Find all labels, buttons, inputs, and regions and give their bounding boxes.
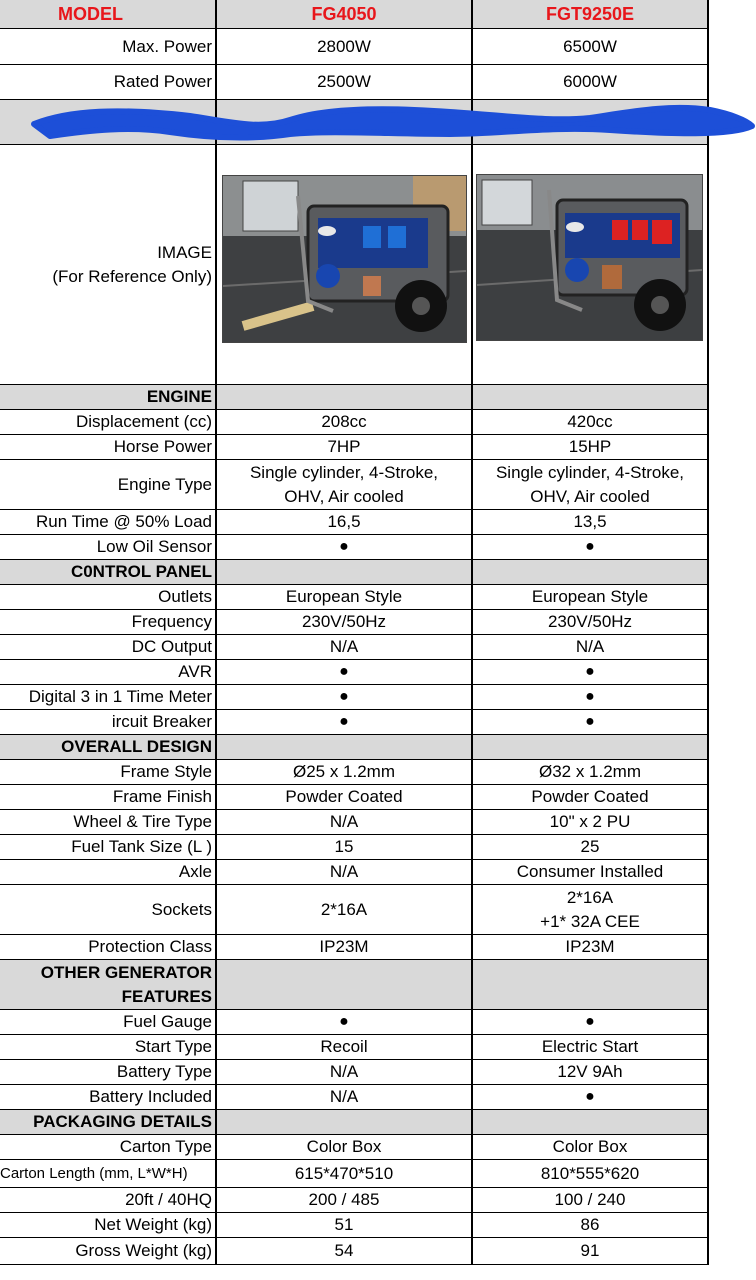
value-a: 15 [217,835,473,859]
table-row [0,660,709,685]
value-b: 25 [473,835,709,859]
bullet-b: ● [473,710,709,734]
table-row [0,860,709,885]
value-line: Single cylinder, 4-Stroke, [495,462,685,482]
bullet-a: ● [217,685,473,709]
section-overall-design [0,735,709,760]
value-b: Electric Start [473,1035,709,1059]
table-row [0,1035,709,1060]
section-title [0,960,217,1009]
value-b: IP23M [473,935,709,959]
section-packaging [0,1110,709,1135]
value-b: 91 [473,1238,709,1264]
row-label: Carton Length (mm, L*W*H) [0,1160,217,1187]
table-row [0,785,709,810]
empty-cell [217,960,473,1009]
value-line: +1* 32A CEE [540,911,640,931]
generator-b-photo [476,174,703,341]
value-b: 100 / 240 [473,1188,709,1212]
value-b: Ø32 x 1.2mm [473,760,709,784]
value-b: 6000W [473,65,709,99]
value-b: 86 [473,1213,709,1237]
table-row [0,935,709,960]
value-line: OHV, Air cooled [530,486,650,506]
empty-cell [473,960,709,1009]
row-label: Outlets [0,585,217,609]
table-row [0,460,709,510]
section-title-line: FEATURES [121,987,212,1006]
value-a: N/A [217,810,473,834]
value-a: Powder Coated [217,785,473,809]
row-label: Start Type [0,1035,217,1059]
value-b: Color Box [473,1135,709,1159]
value-b: 810*555*620 [473,1160,709,1187]
row-label: Frame Style [0,760,217,784]
value-a: 7HP [217,435,473,459]
value-a: 230V/50Hz [217,610,473,634]
table-row [0,1060,709,1085]
value-b: Powder Coated [473,785,709,809]
table-row [0,885,709,935]
table-row [0,510,709,535]
value-b: 15HP [473,435,709,459]
bullet-a: ● [217,535,473,559]
value-a: 54 [217,1238,473,1264]
table-row [0,610,709,635]
value-a: IP23M [217,935,473,959]
row-label: Digital 3 in 1 Time Meter [0,685,217,709]
row-label: Fuel Gauge [0,1010,217,1034]
model-b-name: FGT9250E [473,0,709,28]
table-row [0,1188,709,1213]
bullet-b: ● [473,1010,709,1034]
header-row [0,0,709,29]
generator-a-photo [222,175,467,343]
row-label: Battery Type [0,1060,217,1084]
section-engine [0,385,709,410]
value-a: 2800W [217,29,473,64]
value-a: 16,5 [217,510,473,534]
value-a: 2*16A [217,885,473,934]
value-a: N/A [217,860,473,884]
value-b: 10" x 2 PU [473,810,709,834]
table-row [0,635,709,660]
value-a: 2500W [217,65,473,99]
table-row [0,585,709,610]
value-a [217,460,473,509]
row-label: 20ft / 40HQ [0,1188,217,1212]
value-b: 6500W [473,29,709,64]
row-label: Horse Power [0,435,217,459]
row-label: Frequency [0,610,217,634]
value-a: 200 / 485 [217,1188,473,1212]
table-row [0,1238,709,1265]
value-b: Consumer Installed [473,860,709,884]
empty-cell [473,1110,709,1134]
bullet-a: ● [217,660,473,684]
row-label: Fuel Tank Size (L ) [0,835,217,859]
empty-cell [217,560,473,584]
bullet-b: ● [473,1085,709,1109]
row-label: Carton Type [0,1135,217,1159]
redaction-scribble [30,100,756,146]
empty-cell [473,385,709,409]
bullet-b: ● [473,685,709,709]
value-b: 13,5 [473,510,709,534]
value-a: European Style [217,585,473,609]
bullet-b: ● [473,660,709,684]
table-row [0,410,709,435]
section-title: C0NTROL PANEL [0,560,217,584]
table-row [0,710,709,735]
image-cell-a [217,145,473,384]
section-control-panel [0,560,709,585]
row-label: Net Weight (kg) [0,1213,217,1237]
bullet-a: ● [217,710,473,734]
section-title: OVERALL DESIGN [0,735,217,759]
empty-cell [473,560,709,584]
value-b: 230V/50Hz [473,610,709,634]
value-line: Single cylinder, 4-Stroke, [249,462,439,482]
table-row [0,835,709,860]
value-b: N/A [473,635,709,659]
table-row [0,1160,709,1188]
section-title: PACKAGING DETAILS [0,1110,217,1134]
table-row [0,810,709,835]
image-cell-b [473,145,709,384]
image-label-line1: IMAGE [157,242,212,262]
empty-cell [473,735,709,759]
empty-cell [217,1110,473,1134]
value-a: N/A [217,1085,473,1109]
table-row [0,1213,709,1238]
row-label: Low Oil Sensor [0,535,217,559]
section-other-features [0,960,709,1010]
value-b: 420cc [473,410,709,434]
row-label: ircuit Breaker [0,710,217,734]
row-label: Engine Type [0,460,217,509]
value-b: European Style [473,585,709,609]
row-label: Sockets [0,885,217,934]
table-row [0,1085,709,1110]
row-label: Rated Power [0,65,217,99]
row-label: Gross Weight (kg) [0,1238,217,1264]
row-label: Battery Included [0,1085,217,1109]
value-b [473,885,709,934]
value-a: N/A [217,635,473,659]
row-label: Axle [0,860,217,884]
row-label: Displacement (cc) [0,410,217,434]
row-label: AVR [0,660,217,684]
value-line: 2*16A [566,887,614,907]
value-a: 208cc [217,410,473,434]
table-row [0,685,709,710]
value-a: Ø25 x 1.2mm [217,760,473,784]
value-a: N/A [217,1060,473,1084]
section-title: ENGINE [0,385,217,409]
table-row [0,65,709,100]
section-title-line: OTHER GENERATOR [40,963,212,982]
model-label: MODEL [0,0,217,28]
row-label: Run Time @ 50% Load [0,510,217,534]
value-b [473,460,709,509]
image-label-line2: (For Reference Only) [52,266,212,286]
value-line: OHV, Air cooled [284,486,404,506]
row-label: Max. Power [0,29,217,64]
table-row [0,1010,709,1035]
value-b: 12V 9Ah [473,1060,709,1084]
table-row [0,435,709,460]
row-label: Protection Class [0,935,217,959]
model-a-name: FG4050 [217,0,473,28]
row-label: Wheel & Tire Type [0,810,217,834]
value-a: 51 [217,1213,473,1237]
row-label: DC Output [0,635,217,659]
table-row [0,29,709,65]
row-label: Frame Finish [0,785,217,809]
bullet-b: ● [473,535,709,559]
bullet-a: ● [217,1010,473,1034]
table-row [0,1135,709,1160]
table-row [0,760,709,785]
value-a: Recoil [217,1035,473,1059]
empty-cell [217,385,473,409]
image-row [0,145,709,385]
empty-cell [217,735,473,759]
image-label [0,145,217,384]
table-row [0,535,709,560]
value-a: 615*470*510 [217,1160,473,1187]
value-a: Color Box [217,1135,473,1159]
